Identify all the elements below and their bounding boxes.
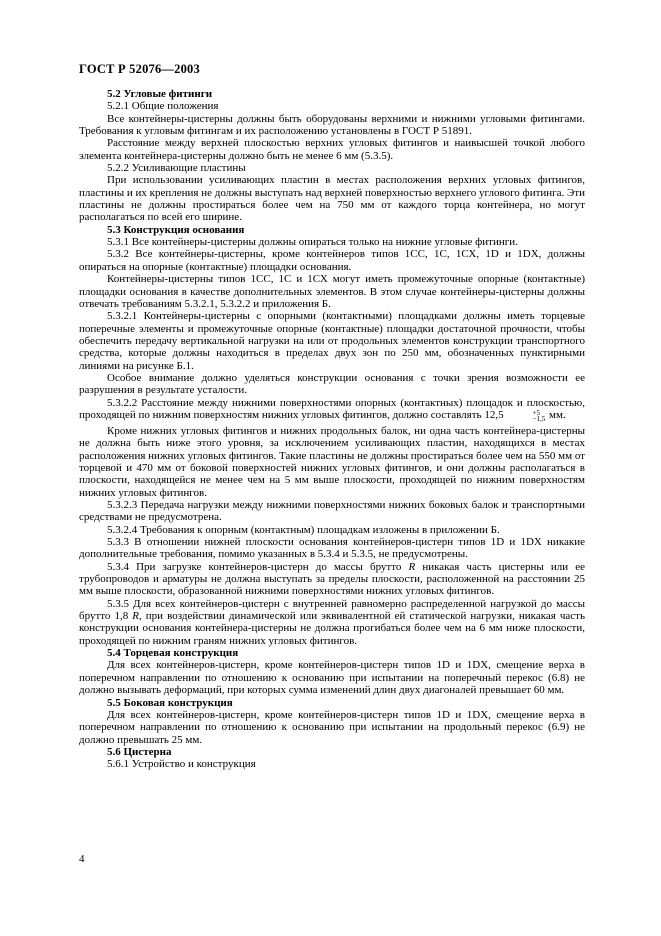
clause-5-3-4-text: 5.3.4 При загрузке контейнеров-цистерн до массы брутто xyxy=(107,560,402,573)
paragraph: Все контейнеры-цистерны должны быть оборудованы верхними и нижними угловыми фитингами. Требования к угловым фитингам и их расположению установлены в ГОСТ Р 51891. xyxy=(79,112,585,138)
section-heading-5-2: 5.2 Угловые фитинги xyxy=(107,88,213,100)
formula-tolerance-upper: +5 xyxy=(532,408,541,417)
paragraph: Для всех контейнеров-цистерн, кроме контейнеров-цистерн типов 1D и 1DХ, смещение верха в поперечном направлении по отношению к основанию при испытании на поперечный перекос (6.8) не должно вызывать деформаций, при которых сумма изменений длин двух диагоналей превышает 60 мм. xyxy=(79,659,585,697)
paragraph: Контейнеры-цистерны типов 1СС, 1С и 1СХ могут иметь промежуточные опорные (контактные) площадки основания в качестве дополнительных элементов. В этом случае контейнеры-цистерны должны отвечать требованиям 5.3.2.1, 5.3.2.2 и приложения Б. xyxy=(79,273,585,310)
paragraph: Для всех контейнеров-цистерн, кроме контейнеров-цистерн типов 1D и 1DХ, смещение верха в поперечном направлении по отношению к основанию при испытании на продольный перекос (6.9) не должно превышать 25 мм. xyxy=(79,708,585,746)
section-heading-5-6: 5.6 Цистерна xyxy=(107,745,172,758)
formula-tolerance-lower: −1,5 xyxy=(532,414,546,423)
paragraph: Расстояние между верхней плоскостью верхних угловых фитингов и наивысшей точкой любого элемента контейнера-цистерны должно быть не менее 6 мм (5.3.5). xyxy=(79,137,585,162)
clause-5-2-1: 5.2.1 Общие положения xyxy=(107,100,219,113)
clause-5-3-1: 5.3.1 Все контейнеры-цистерны должны опираться только на нижние угловые фитинги. xyxy=(107,236,518,249)
clause-5-3-2-2 xyxy=(79,397,585,422)
clause-5-2-2: 5.2.2 Усиливающие пластины xyxy=(107,162,246,175)
formula-tolerance xyxy=(505,410,546,422)
clause-5-3-2-4: 5.3.2.4 Требования к опорным (контактным) площадкам изложены в приложении Б. xyxy=(107,523,500,536)
section-heading-5-3: 5.3 Конструкция основания xyxy=(107,223,245,236)
clause-5-3-4 xyxy=(79,561,585,598)
clause-5-3-5-text: 5.3.5 Для всех контейнеров-цистерн с внутренней равномерно распределенной нагрузкой до массы брутто 1,8 xyxy=(79,597,585,623)
clause-5-3-4-tail: никакая часть цистерны или ее трубопроводов и арматуры не должна выступать за пределы плоскости, расположенной на расстоянии 25 мм выше плоскости, образованной нижними поверхностями нижних угловых фитингов. xyxy=(79,560,585,598)
section-heading-5-5: 5.5 Боковая конструкция xyxy=(107,696,233,709)
clause-5-3-5 xyxy=(79,598,585,647)
page-number: 4 xyxy=(79,853,85,865)
clause-5-6-1: 5.6.1 Устройство и конструкция xyxy=(107,758,256,771)
paragraph: Кроме нижних угловых фитингов и нижних продольных балок, ни одна часть контейнера-цистерны не должна быть ниже этого уровня, за исключением усиливающих пластин, находящихся в местах расположения нижних угловых фитингов. Такие пластины не должны простираться более чем на 550 мм от торцевой и 470 мм от боковой поверхностей нижних угловых фитингов, и они должны располагаться в плоскости, находящейся не менее чем на 5 мм выше плоскости, проходящей по нижним поверхностям нижних угловых фитингов. xyxy=(79,424,585,499)
section-heading-5-4: 5.4 Торцевая конструкция xyxy=(107,647,239,660)
clause-5-3-2-1: 5.3.2.1 Контейнеры-цистерны с опорными (контактными) площадками должны иметь торцевые поперечные элементы и промежуточные опорные (контактные) площадки достаточной прочности, чтобы обеспечить передачу вертикальной нагрузки на или от продольных элементов конструкции транспортного средства, которые должны находиться в пределах двух зон по 250 мм, обозначенных пунктирными линиями на рисунке Б.1. xyxy=(79,310,585,372)
clause-5-3-2-2-text: 5.3.2.2 Расстояние между нижними поверхностями опорных (контактных) площадок и плоскостью, проходящей по нижним поверхностям нижних угловых фитингов, должно составлять xyxy=(79,396,585,421)
tolerance-formula xyxy=(484,409,565,421)
clause-5-3-3: 5.3.3 В отношении нижней плоскости основания контейнеров-цистерн типов 1D и 1DХ никакие дополнительные требования, помимо указанных в 5.3.4 и 5.3.5, не предусмотрены. xyxy=(79,536,585,561)
mass-symbol: R xyxy=(132,610,139,623)
paragraph: При использовании усиливающих пластин в местах расположения верхних угловых фитингов, пластины и их крепления не должны выступать над верхней поверхностью верхнего углового фитинга. Эти пластины не должны простираться более чем на 750 мм от каждого торца контейнера, но могут располагаться по всей его ширине. xyxy=(79,174,586,224)
clause-5-3-5-tail: , при воздействии динамической или эквивалентной ей статической нагрузки, никакая часть конструкции основания контейнера-цистерны не должна прогибаться более чем на 6 мм ниже плоскости, проходящей по нижним граням нижних угловых фитингов. xyxy=(79,610,586,647)
document-body xyxy=(79,88,585,771)
clause-5-3-2: 5.3.2 Все контейнеры-цистерны, кроме контейнеров типов 1СС, 1С, 1СХ, 1D и 1DХ, должны опираться на опорные (контактные) площадки основания. xyxy=(79,248,585,273)
document-header: ГОСТ Р 52076—2003 xyxy=(79,62,200,76)
formula-base: 12,5 xyxy=(484,408,504,421)
clause-5-3-2-3: 5.3.2.3 Передача нагрузки между нижними поверхностями нижних боковых балок и транспортными средствами не предусмотрена. xyxy=(79,499,585,524)
mass-symbol: R xyxy=(408,560,416,573)
formula-unit: мм. xyxy=(546,408,566,421)
paragraph: Особое внимание должно уделяться конструкции основания с точки зрения возможности ее разрушения в результате усталости. xyxy=(79,371,585,397)
